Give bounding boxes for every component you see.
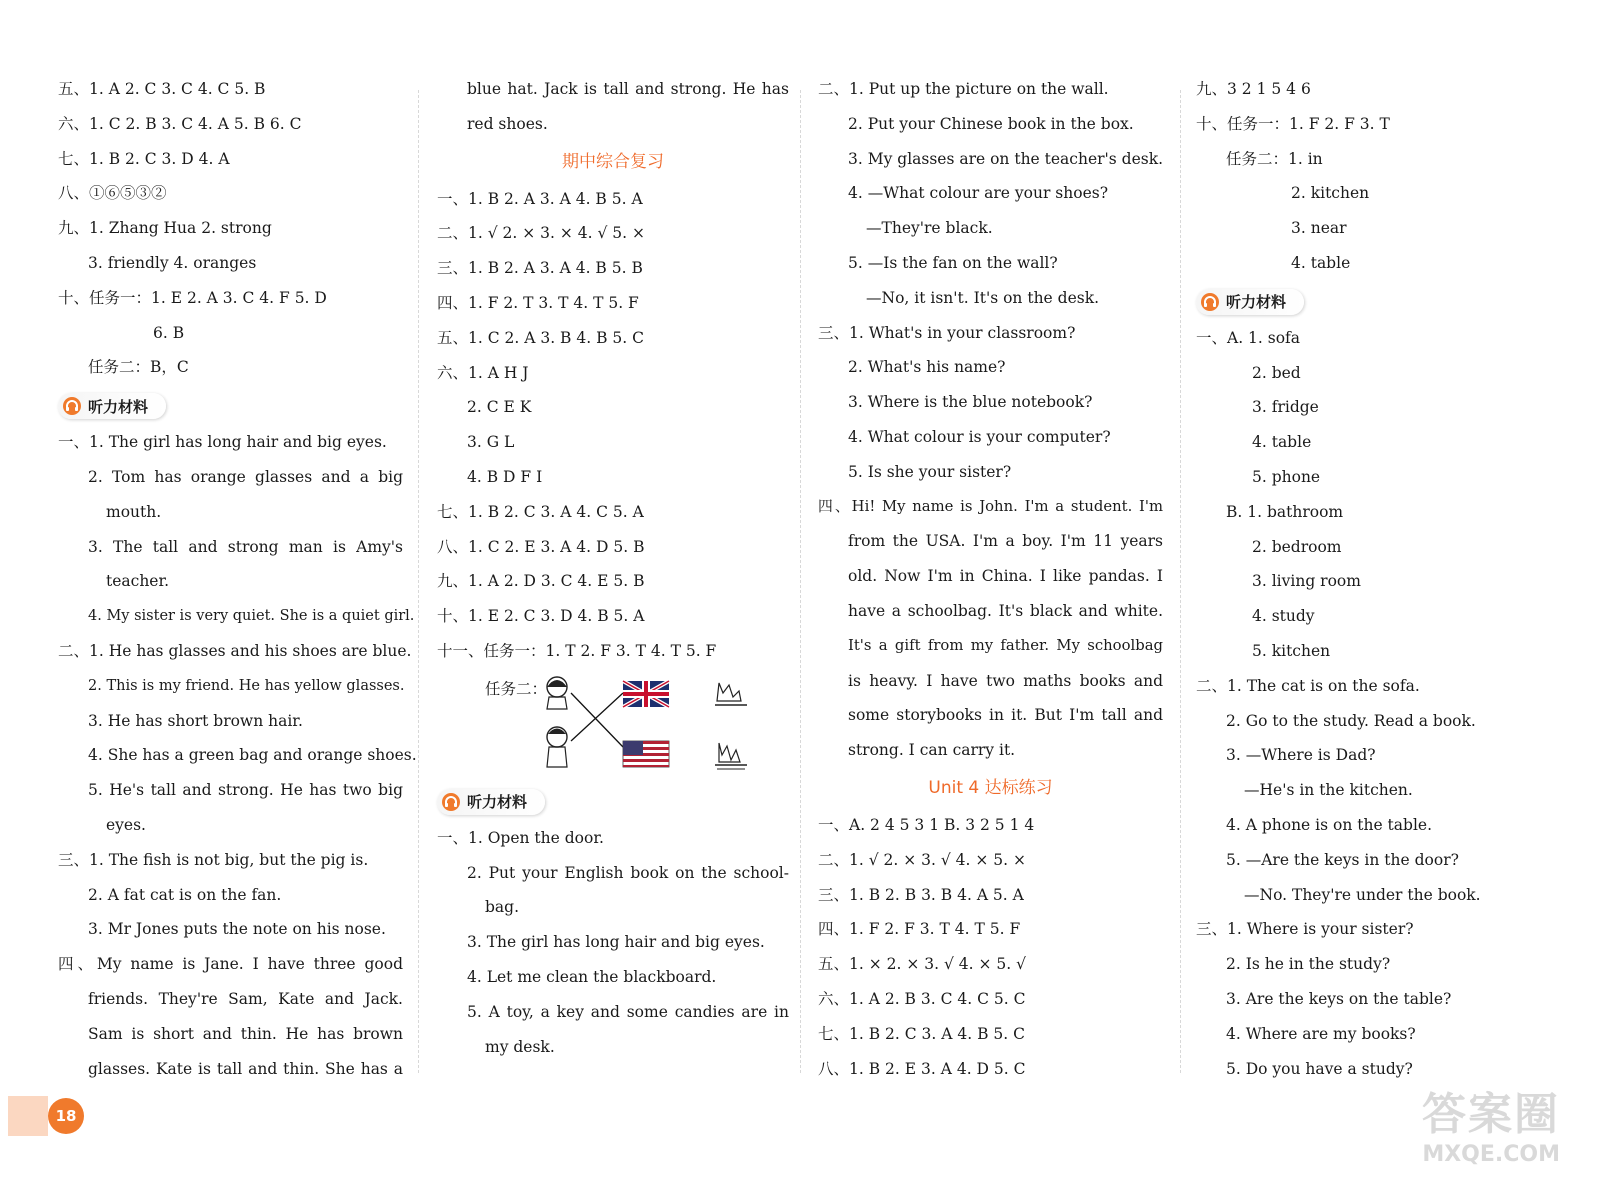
answer-line: 十、1. E 2. C 3. D 4. B 5. A (437, 607, 645, 626)
script-line: 5. phone (1252, 467, 1321, 486)
script-line: 5. He's tall and strong. He has two big (88, 781, 403, 800)
answer-line: 十、任务一：1. E 2. A 3. C 4. F 5. D (58, 288, 327, 307)
answer-line: 一、1. B 2. A 3. A 4. B 5. A (437, 189, 643, 208)
script-line: 四、Hi! My name is John. I'm a student. I'm (818, 497, 1163, 515)
answer-line: 4. B D F I (467, 467, 543, 486)
answer-line: 六、1. C 2. B 3. C 4. A 5. B 6. C (58, 114, 302, 133)
script-line: 2. bedroom (1252, 537, 1342, 556)
watermark-text: 答案圈 (1422, 1089, 1560, 1140)
script-line: some storybooks in it. But I'm tall and (848, 706, 1163, 725)
script-line: 2. Go to the study. Read a book. (1226, 711, 1476, 730)
column-divider (800, 90, 801, 1073)
script-line: 四、My name is Jane. I have three good (58, 955, 403, 974)
answer-line: 四、1. F 2. T 3. T 4. T 5. F (437, 293, 639, 312)
script-line: 5. kitchen (1252, 641, 1331, 660)
page-corner-tab (8, 1096, 48, 1136)
answer-line: 3. G L (467, 433, 515, 452)
script-line: 一、1. Open the door. (437, 828, 604, 847)
script-line: 3. Are the keys on the table? (1226, 989, 1452, 1008)
answer-line: 二、1. √ 2. × 3. √ 4. × 5. × (818, 850, 1027, 869)
script-line: 二、1. He has glasses and his shoes are blue. (58, 641, 412, 660)
answer-line: 任务二：B，C (88, 358, 189, 377)
answer-line: 七、1. B 2. C 3. A 4. B 5. C (818, 1024, 1025, 1043)
script-line: It's a gift from my father. My schoolbag (848, 636, 1163, 654)
script-line: 4. What colour is your computer? (848, 427, 1111, 446)
answer-line: 五、1. C 2. A 3. B 4. B 5. C (437, 328, 644, 347)
script-line: 2. What's his name? (848, 358, 1006, 377)
answer-line: 三、1. B 2. B 3. B 4. A 5. A (818, 885, 1024, 904)
script-line: —He's in the kitchen. (1244, 781, 1413, 800)
listening-label: 听力材料 (467, 793, 528, 812)
headphones-icon (62, 396, 82, 416)
listening-badge (437, 789, 545, 815)
answer-column-4 (1196, 72, 1526, 1086)
answer-line: 九、3 2 1 5 4 6 (1196, 80, 1311, 98)
answer-line: 三、1. B 2. A 3. A 4. B 5. B (437, 259, 643, 278)
column-divider (418, 90, 419, 1073)
script-line: my desk. (485, 1037, 555, 1056)
script-line: 4. Where are my books? (1226, 1024, 1416, 1043)
script-line: 3. fridge (1252, 398, 1319, 417)
answer-column-2 (437, 72, 789, 1064)
listening-header (1196, 281, 1526, 321)
script-line: 3. Mr Jones puts the note on his nose. (88, 920, 386, 939)
script-line: 5. —Are the keys in the door? (1226, 850, 1459, 869)
matching-diagram (537, 671, 767, 781)
script-line: mouth. (106, 502, 162, 521)
script-line: glasses. Kate is tall and thin. She has a (88, 1059, 403, 1078)
script-line: 二、1. The cat is on the sofa. (1196, 676, 1420, 695)
script-line: from the USA. I'm a boy. I'm 11 years (848, 532, 1163, 551)
script-line: Sam is short and thin. He has brown (88, 1024, 403, 1043)
script-line: 二、1. Put up the picture on the wall. (818, 80, 1109, 98)
landmark-icon (715, 683, 747, 705)
section-title: Unit 4 达标练习 (928, 777, 1053, 798)
answer-line: 五、1. × 2. × 3. √ 4. × 5. √ (818, 955, 1027, 974)
script-line: is heavy. I have two maths books and (848, 671, 1163, 690)
script-line: —No. They're under the book. (1244, 885, 1481, 904)
script-line: 三、1. The fish is not big, but the pig is. (58, 850, 369, 869)
answer-line: 任务二：1. in (1226, 149, 1323, 168)
us-flag-icon (623, 741, 669, 767)
answer-line: 六、1. A H J (437, 363, 529, 382)
boy-icon (547, 727, 567, 767)
script-line: teacher. (106, 572, 170, 591)
script-line: strong. I can carry it. (848, 741, 1016, 760)
script-line: 一、1. The girl has long hair and big eyes. (58, 433, 387, 452)
matching-figure (437, 671, 789, 781)
listening-label: 听力材料 (88, 397, 149, 416)
script-line: bag. (485, 898, 520, 917)
script-line: 3. The girl has long hair and big eyes. (467, 933, 765, 952)
match-line (571, 693, 623, 747)
script-line: 3. Where is the blue notebook? (848, 393, 1093, 412)
answer-line: 十一、任务一：1. T 2. F 3. T 4. T 5. F (437, 641, 717, 660)
girl-icon (547, 677, 567, 709)
script-line: red shoes. (467, 114, 548, 133)
script-line: 3. living room (1252, 572, 1361, 591)
answer-line: 九、1. Zhang Hua 2. strong (58, 219, 272, 238)
script-line: 5. Is she your sister? (848, 462, 1012, 481)
headphones-icon (441, 792, 461, 812)
script-line: —They're black. (866, 219, 993, 238)
listening-badge (58, 393, 166, 419)
script-line: 4. A phone is on the table. (1226, 815, 1432, 834)
section-title: 期中综合复习 (562, 151, 664, 172)
watermark-logo (1380, 1090, 1560, 1180)
script-line: 3. My glasses are on the teacher's desk. (848, 149, 1164, 168)
script-line: blue hat. Jack is tall and strong. He has (467, 80, 789, 98)
script-line: 2. Tom has orange glasses and a big (88, 467, 403, 486)
answer-line: 3. near (1291, 219, 1347, 238)
script-line: eyes. (106, 815, 146, 834)
answer-line: 六、1. A 2. B 3. C 4. C 5. C (818, 989, 1026, 1008)
script-line: 3. He has short brown hair. (88, 711, 303, 730)
answer-line: 八、1. B 2. E 3. A 4. D 5. C (818, 1059, 1026, 1078)
script-line: 2. Put your English book on the school- (467, 863, 789, 882)
script-line: 5. A toy, a key and some candies are in (467, 1002, 789, 1021)
task2-label: 任务二： (485, 679, 548, 698)
column-divider (1180, 90, 1181, 1073)
script-line: 3. The tall and strong man is Amy's (88, 537, 403, 556)
script-line: old. Now I'm in China. I like pandas. I (848, 567, 1163, 586)
script-line: —No, it isn't. It's on the desk. (866, 288, 1100, 307)
script-line: 2. Put your Chinese book in the box. (848, 114, 1134, 133)
answer-line: 九、1. A 2. D 3. C 4. E 5. B (437, 572, 645, 591)
listening-label: 听力材料 (1226, 293, 1287, 312)
answer-column-1 (58, 72, 417, 1086)
script-line: 2. bed (1252, 363, 1301, 382)
listening-badge (1196, 289, 1304, 315)
answer-line: 七、1. B 2. C 3. D 4. A (58, 149, 230, 168)
answer-line: 十、任务一：1. F 2. F 3. T (1196, 114, 1390, 133)
answer-line: 八、1. C 2. E 3. A 4. D 5. B (437, 537, 645, 556)
script-line: 一、A. 1. sofa (1196, 328, 1301, 347)
uk-flag-icon (623, 681, 669, 707)
script-line: 5. Do you have a study? (1226, 1059, 1413, 1078)
watermark-url: MXQE.COM (1422, 1142, 1560, 1167)
script-line: 三、1. What's in your classroom? (818, 323, 1076, 342)
listening-header (58, 385, 403, 425)
landmark-icon (715, 743, 747, 769)
answer-column-3 (818, 72, 1163, 1086)
page-number: 18 (48, 1098, 84, 1134)
script-line: 4. —What colour are your shoes? (848, 184, 1109, 203)
answer-line: 二、1. √ 2. × 3. × 4. √ 5. × (437, 224, 646, 243)
headphones-icon (1200, 292, 1220, 312)
answer-line: 七、1. B 2. C 3. A 4. C 5. A (437, 502, 644, 521)
answer-line: 4. table (1291, 253, 1351, 272)
script-line: 4. She has a green bag and orange shoes. (88, 746, 417, 765)
script-line: B. 1. bathroom (1226, 502, 1344, 521)
script-line: 2. A fat cat is on the fan. (88, 885, 282, 904)
answer-line: 一、A. 2 4 5 3 1 B. 3 2 5 1 4 (818, 815, 1035, 834)
script-line: 2. This is my friend. He has yellow glasses. (88, 677, 405, 694)
script-line: 5. —Is the fan on the wall? (848, 253, 1058, 272)
answer-line: 五、1. A 2. C 3. C 4. C 5. B (58, 80, 266, 98)
script-line: friends. They're Sam, Kate and Jack. (88, 989, 403, 1008)
script-line: 4. My sister is very quiet. She is a quiet girl. (88, 608, 415, 625)
listening-header (437, 781, 789, 821)
script-line: 4. Let me clean the blackboard. (467, 967, 717, 986)
script-line: 4. table (1252, 433, 1312, 452)
answer-line: 6. B (153, 323, 185, 342)
answer-line: 八、①⑥⑤③② (58, 184, 167, 203)
answer-line: 2. kitchen (1291, 184, 1370, 203)
script-line: have a schoolbag. It's black and white. (848, 601, 1163, 620)
script-line: 三、1. Where is your sister? (1196, 920, 1414, 939)
answer-line: 2. C E K (467, 398, 532, 417)
answer-line: 3. friendly 4. oranges (88, 253, 257, 272)
answer-line: 四、1. F 2. F 3. T 4. T 5. F (818, 920, 1021, 939)
script-line: 2. Is he in the study? (1226, 955, 1391, 974)
script-line: 3. —Where is Dad? (1226, 746, 1376, 765)
script-line: 4. study (1252, 607, 1315, 626)
